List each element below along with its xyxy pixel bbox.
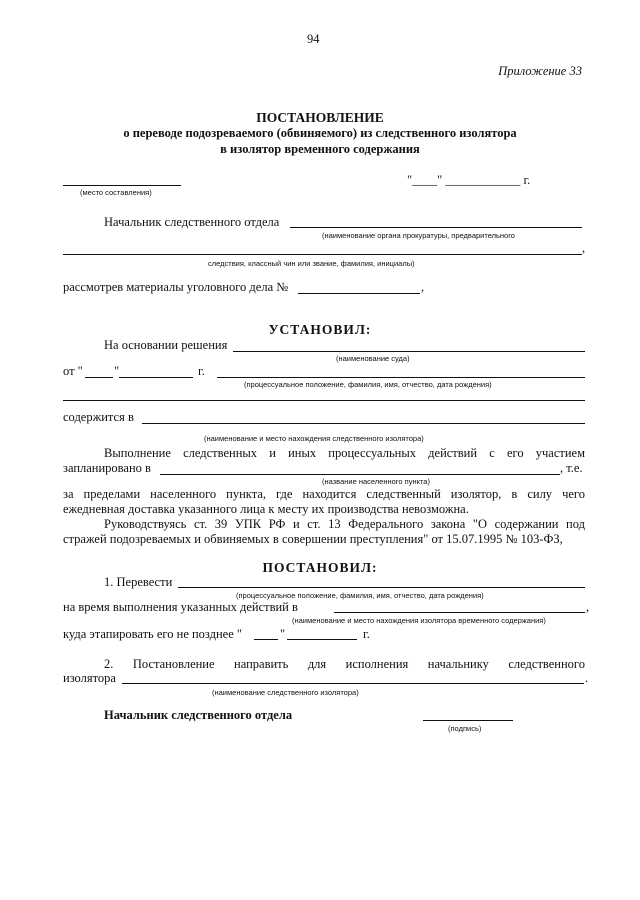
planned-in-label: запланировано в <box>63 461 151 475</box>
escort-day-line[interactable] <box>254 639 278 640</box>
person-line[interactable] <box>217 377 585 378</box>
place-line[interactable] <box>63 185 181 186</box>
signer-label: Начальник следственного отдела <box>104 708 293 722</box>
hint-prosecution: (наименование органа прокуратуры, предварительного <box>322 231 515 240</box>
escort-year: г. <box>363 627 370 641</box>
detention-line[interactable] <box>142 423 585 424</box>
hint-person2: (процессуальное положение, фамилия, имя, отчество, дата рождения) <box>236 591 484 600</box>
item2-line1: 2. Постановление направить для исполнения начальнику следственного <box>104 657 585 671</box>
doc-subtitle-line2: в изолятор временного содержания <box>220 142 420 156</box>
hint-temp-detention: (наименование и место нахождения изолятора временного содержания) <box>292 616 546 625</box>
for-time-label: на время выполнения указанных действий в <box>63 600 298 614</box>
case-number-line[interactable] <box>298 293 420 294</box>
item2-prefix: изолятора <box>63 671 116 685</box>
transfer-person-line[interactable] <box>178 587 585 588</box>
resolved-heading: ПОСТАНОВИЛ: <box>262 560 378 575</box>
head-label: Начальник следственного отдела <box>104 215 280 229</box>
temp-detention-line[interactable] <box>334 612 585 613</box>
hint-person: (процессуальное положение, фамилия, имя, отчество, дата рождения) <box>244 380 492 389</box>
from-quote: " <box>114 364 120 378</box>
hint-detention: (наименование и место нахождения следственного изолятора) <box>204 434 424 443</box>
person-line-2[interactable] <box>63 400 585 401</box>
paragraph1-line3: ежедневная доставка указанного лица к месту их производства невозможна. <box>63 502 469 516</box>
detention-name-line[interactable] <box>122 683 584 684</box>
investigation-comma: , <box>582 241 586 255</box>
established-heading: УСТАНОВИЛ: <box>268 322 372 337</box>
hint-locality: (название населенного пункта) <box>322 477 430 486</box>
investigation-line[interactable] <box>63 254 582 255</box>
hint-detention-name: (наименование следственного изолятора) <box>212 688 359 697</box>
for-time-comma: , <box>586 600 590 614</box>
hint-investigation: следствия, классный чин или звание, фамилия, инициалы) <box>208 259 415 268</box>
head-line[interactable] <box>290 227 582 228</box>
on-basis-label: На основании решения <box>104 338 228 352</box>
signature-line[interactable] <box>423 720 513 721</box>
i-e-label: , т.е. <box>560 461 583 475</box>
page-number: 94 <box>307 32 320 46</box>
court-line[interactable] <box>233 351 585 352</box>
escort-month-line[interactable] <box>287 639 357 640</box>
locality-line[interactable] <box>160 474 560 475</box>
paragraph1-line2: за пределами населенного пункта, где находится следственный изолятор, в силу чего <box>63 487 585 501</box>
item2-period: . <box>585 671 589 685</box>
reviewed-comma: , <box>421 280 425 294</box>
from-day-line[interactable] <box>85 377 113 378</box>
paragraph2-line2: стражей подозреваемых и обвиняемых в совершении преступления" от 15.07.1995 № 103-ФЗ, <box>63 532 563 546</box>
from-month-line[interactable] <box>119 377 193 378</box>
paragraph2-line1: Руководствуясь ст. 39 УПК РФ и ст. 13 Федерального закона "О содержании под <box>104 517 585 531</box>
signature-caption: (подпись) <box>448 724 482 733</box>
escort-label: куда этапировать его не позднее " <box>63 627 243 641</box>
doc-title: ПОСТАНОВЛЕНИЕ <box>256 110 384 125</box>
escort-quote: " <box>280 627 286 641</box>
from-prefix: от " <box>63 364 83 378</box>
held-in-label: содержится в <box>63 410 134 424</box>
item1-label: 1. Перевести <box>104 575 173 589</box>
doc-subtitle-line1: о переводе подозреваемого (обвиняемого) из следственного изолятора <box>123 126 517 140</box>
date-field[interactable]: "____" ____________ г. <box>407 173 531 187</box>
from-year: г. <box>198 364 205 378</box>
appendix-label: Приложение 33 <box>498 64 582 78</box>
paragraph1-line1: Выполнение следственных и иных процессуальных действий с его участием <box>104 446 585 460</box>
hint-court: (наименование суда) <box>336 354 410 363</box>
reviewed-text: рассмотрев материалы уголовного дела № <box>63 280 289 294</box>
place-caption: (место составления) <box>80 188 152 197</box>
